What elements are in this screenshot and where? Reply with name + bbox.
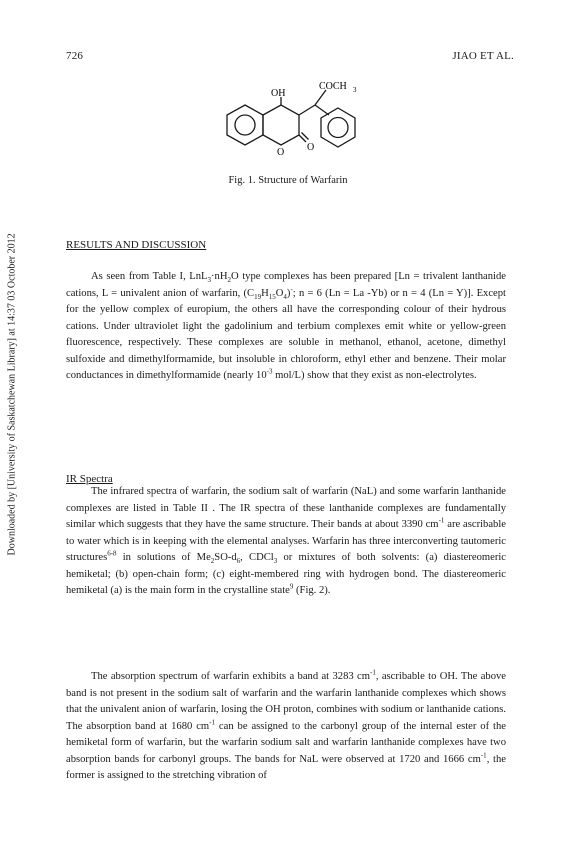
warfarin-structure-diagram <box>205 76 375 166</box>
coch3-subscript: 3 <box>353 86 357 94</box>
ring-oxygen-label: O <box>277 147 285 158</box>
coch3-label: COCH <box>319 81 347 92</box>
carbonyl-oxygen-label: O <box>307 142 315 153</box>
structure-bonds <box>227 90 355 147</box>
download-watermark: Downloaded by [University of Saskatchewan Library] at 14:37 03 October 2012 <box>6 233 18 556</box>
paragraph-results: As seen from Table I, $LnL_3\cdot nH_2O$ type complexes has been prepared [Ln = trivalent lanthanide cations, L = univalent anion of warfarin, $(C_{19}H_{15}O_4)^-$; n = 6 (Ln = La -Yb) or n = 4 (Ln = Y)]. Except for the yellow complex of europium, the others all have the corresponding colour of their hydrous cations. Under ultraviolet light the gadolinium and terbium complexes emit white or yellow-green fluorescence, respectively. These complexes are soluble in methanol, ethanol, acetone, dimethyl sulfoxide and dimethylformamide, but insoluble in chloroform, ethyl ether and benzene. Their molar conductances in dimethylformamide (nearly $10^{-3}$ mol/L) show that they exist as non-electrolytes. <box>66 271 506 381</box>
section-heading-results: RESULTS AND DISCUSSION <box>66 239 207 251</box>
page-number: 726 <box>66 50 84 62</box>
oh-label: OH <box>271 88 286 99</box>
section-heading-ir-spectra: IR Spectra <box>66 473 113 485</box>
paragraph-ir-1: The infrared spectra of warfarin, the sodium salt of warfarin (NaL) and some warfarin lanthanide complexes are listed in Table II . The IR spectra of these lanthanide complexes are fundamentally similar which suggests that they have the same structure. Their bands at about 3390 $cm^{-1}$ are ascribable to water which is in keeping with the elemental analyses. Warfarin has three interconverting tautomeric structures$^{6-8}$ in solutions of $Me_2SO-d_6$, CDCl$_3$ or mixtures of both solvents: (a) diastereomeric hemiketal; (b) open-chain form; (c) eight-membered ring with hydrogen bond. The diastereomeric hemiketal (a) is the main form in the crystalline state$^9$ (Fig. 2). <box>66 486 506 596</box>
figure-caption: Fig. 1. Structure of Warfarin <box>228 175 348 186</box>
paragraph-ir-2: The absorption spectrum of warfarin exhibits a band at 3283 $cm^{-1}$, ascribable to OH. The above band is not present in the sodium salt of warfarin and the warfarin lanthanide complexes which shows that the univalent anion of warfarin, losing the OH proton, combines with sodium or lanthanide cations. The absorption band at 1680 $cm^{-1}$ can be assigned to the carbonyl group of the internal ester of the hemiketal form of warfarin, but the warfarin sodium salt and warfarin lanthanide complexes have two absorption bands for carbonyl groups. The bands for NaL were observed at 1720 and 1666 $cm^{-1}$, the former is assigned to the stretching vibration of <box>66 668 506 781</box>
running-head: JIAO ET AL. <box>452 50 514 62</box>
